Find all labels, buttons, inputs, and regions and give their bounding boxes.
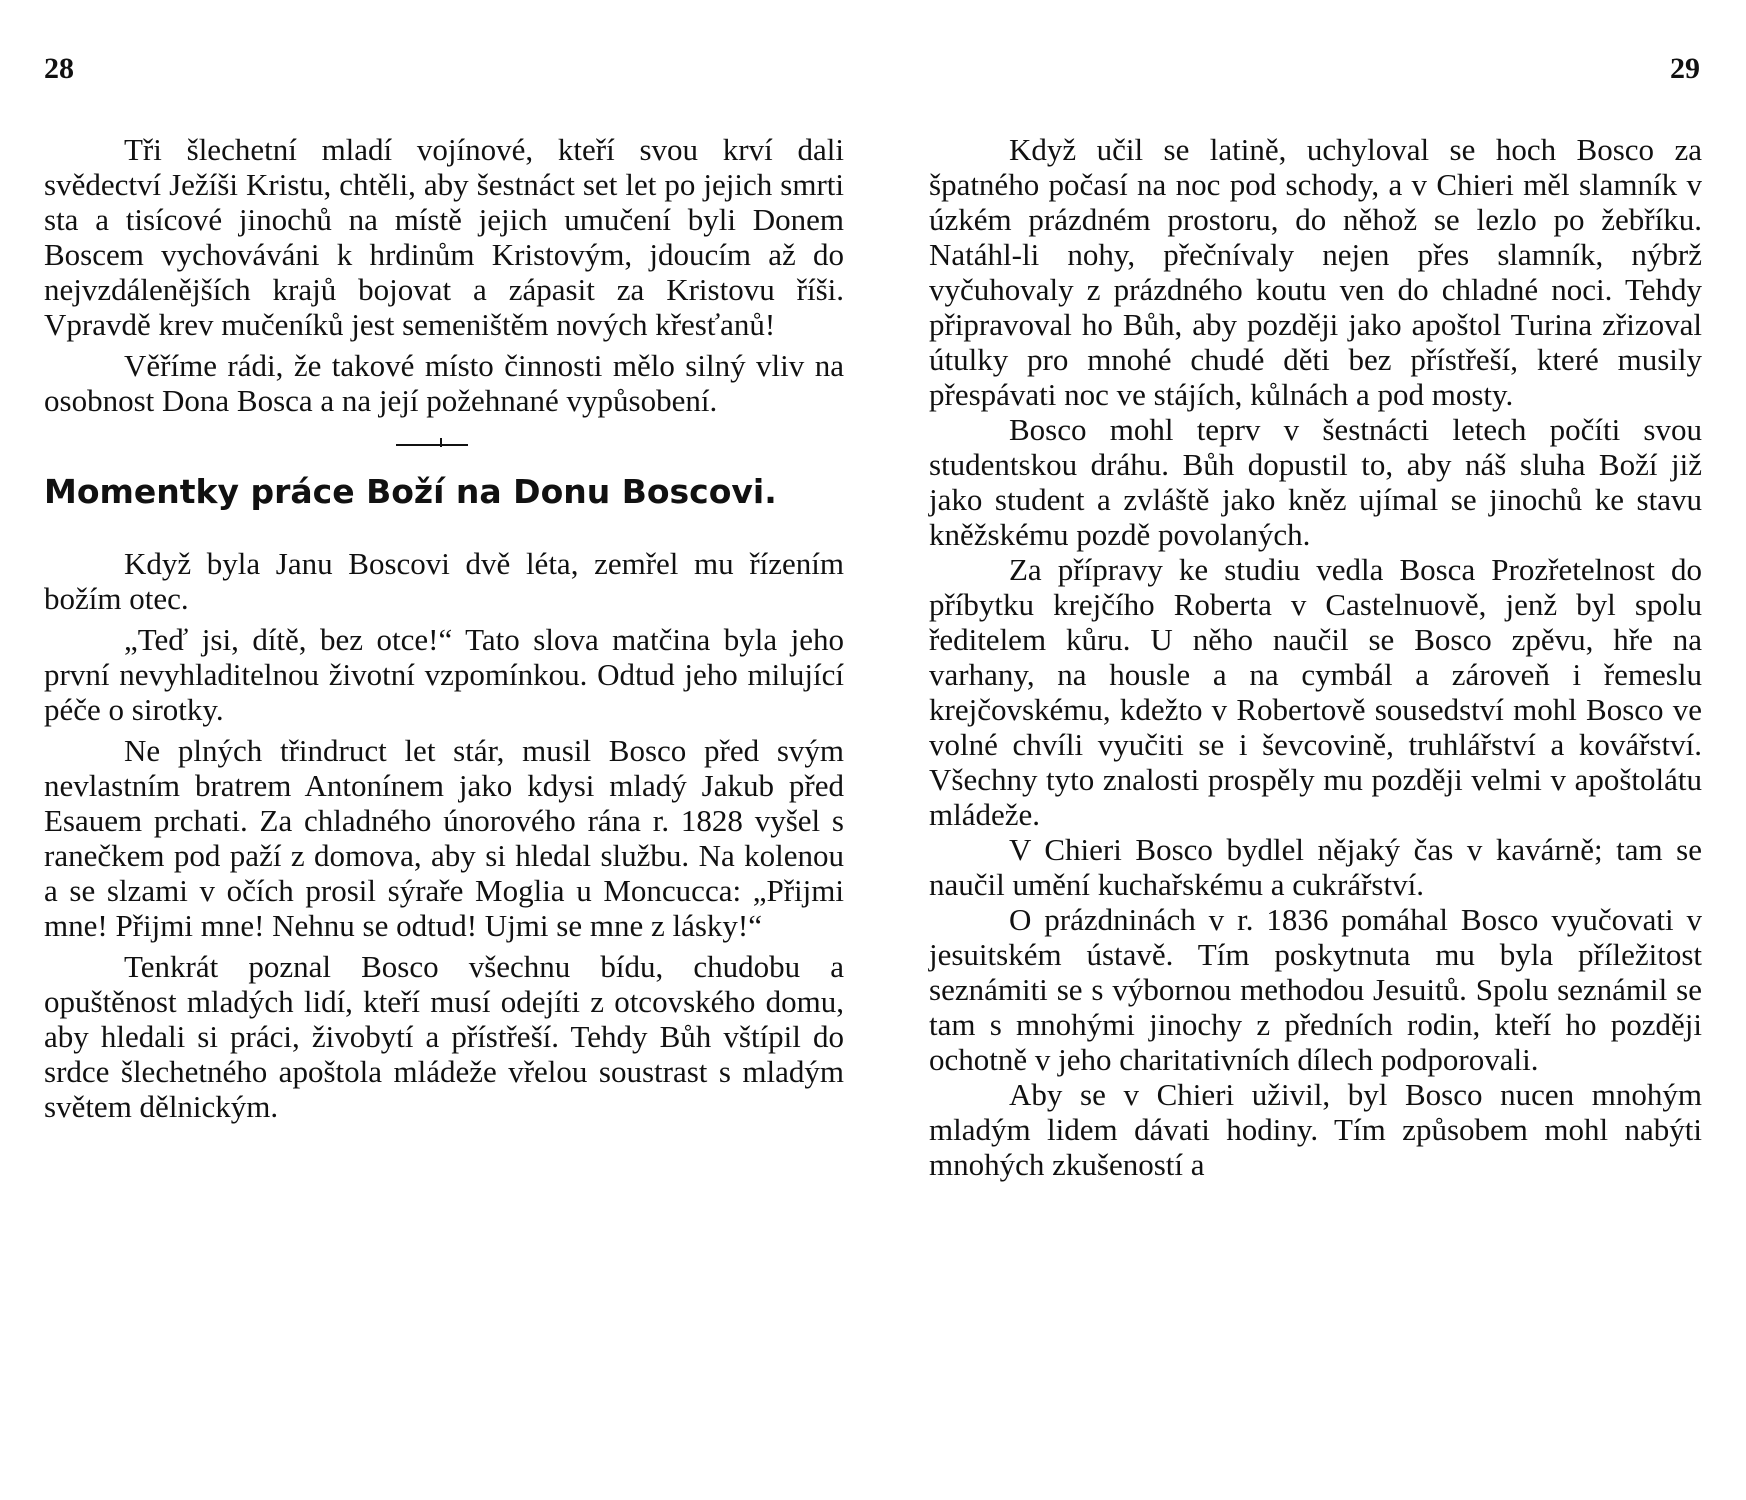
paragraph: Ne plných třindruct let stár, musil Bosco před svým nevlastním bratrem Antonínem jako kdysi mladý Jakub před Esauem prchati. Za chladného únorového rána r. 1828 vyšel s ranečkem pod paží z domova, aby si hledal službu. Na kolenou a se slzami v očích prosil sýraře Moglia u Moncucca: „Přijmi mne! Přijmi mne! Nehnu se odtud! Ujmi se mne z lásky!“ <box>44 733 844 943</box>
left-text-column <box>44 132 844 1124</box>
paragraph: Když byla Janu Boscovi dvě léta, zemřel mu řízením božím otec. <box>44 546 844 616</box>
divider-rule <box>396 444 468 446</box>
paragraph: Tenkrát poznal Bosco všechnu bídu, chudobu a opuštěnost mladých lidí, kteří musí odejíti z otcovského domu, aby hledali si práci, živobytí a přístřeší. Tehdy Bůh vštípil do srdce šlechetného apoštola mládeže vřelou soustrast s mladým světem dělnickým. <box>44 949 844 1124</box>
paragraph: Bosco mohl teprv v šestnácti letech počíti svou studentskou dráhu. Bůh dopustil to, aby náš sluha Boží již jako student a zvláště jako kněz ujímal se jinochů ke stavu kněžskému pozdě povolaných. <box>929 412 1702 552</box>
right-page <box>873 0 1746 1500</box>
paragraph: Když učil se latině, uchyloval se hoch Bosco za špatného počasí na noc pod schody, a v Chieri měl slamník v úzkém prázdném prostoru, do něhož se lezlo po žebříku. Natáhl-li nohy, přečnívaly nejen přes slamník, nýbrž vyčuhovaly z prázdného koutu ven do chladné noci. Tehdy připravoval ho Bůh, aby později jako apoštol Turina zřizoval útulky pro mnohé chudé děti bez přístřeší, které musily přespávati noc ve stájích, kůlnách a pod mosty. <box>929 132 1702 412</box>
paragraph: Za přípravy ke studiu vedla Bosca Prozřetelnost do příbytku krejčího Roberta v Castelnuově, jenž byl spolu ředitelem kůru. U něho naučil se Bosco zpěvu, hře na varhany, na housle a na cymbál a zároveň i řemeslu krejčovskému, kdežto v Robertově sousedství mohl Bosco ve volné chvíli vyučiti se i ševcovině, truhlářství a kovářství. Všechny tyto znalosti prospěly mu později velmi v apoštolátu mládeže. <box>929 552 1702 832</box>
paragraph: V Chieri Bosco bydlel nějaký čas v kavárně; tam se naučil umění kuchařskému a cukrářství. <box>929 832 1702 902</box>
paragraph: Věříme rádi, že takové místo činnosti mělo silný vliv na osobnost Dona Bosca a na její požehnané vypůsobení. <box>44 348 844 418</box>
paragraph: Aby se v Chieri uživil, byl Bosco nucen mnohým mladým lidem dávati hodiny. Tím způsobem mohl nabýti mnohých zkušeností a <box>929 1077 1702 1182</box>
divider-ornament <box>440 438 442 447</box>
section-divider <box>44 418 844 470</box>
page-number-right: 29 <box>1670 52 1700 85</box>
paragraph: O prázdninách v r. 1836 pomáhal Bosco vyučovati v jesuitském ústavě. Tím poskytnuta mu byla příležitost seznámiti se s výbornou methodou Jesuitů. Spolu seznámil se tam s mnohými jinochy z předních rodin, kteří ho později ochotně v jeho charitativních dílech podporovali. <box>929 902 1702 1077</box>
section-heading: Momentky práce Boží na Donu Boscovi. <box>44 472 777 511</box>
paragraph: „Teď jsi, dítě, bez otce!“ Tato slova matčina byla jeho první nevyhladitelnou životní vzpomínkou. Odtud jeho milující péče o sirotky. <box>44 622 844 727</box>
right-text-column <box>929 132 1702 1182</box>
page-number-left: 28 <box>44 52 74 85</box>
paragraph: Tři šlechetní mladí vojínové, kteří svou krví dali svědectví Ježíši Kristu, chtěli, aby šestnáct set let po jejich smrti sta a tisícové jinochů na místě jejich umučení byli Donem Boscem vychováváni k hrdinům Kristovým, jdoucím až do nejvzdálenějších krajů bojovat a zápasit za Kristovu říši. Vpravdě krev mučeníků jest semeništěm nových křesťanů! <box>44 132 844 342</box>
